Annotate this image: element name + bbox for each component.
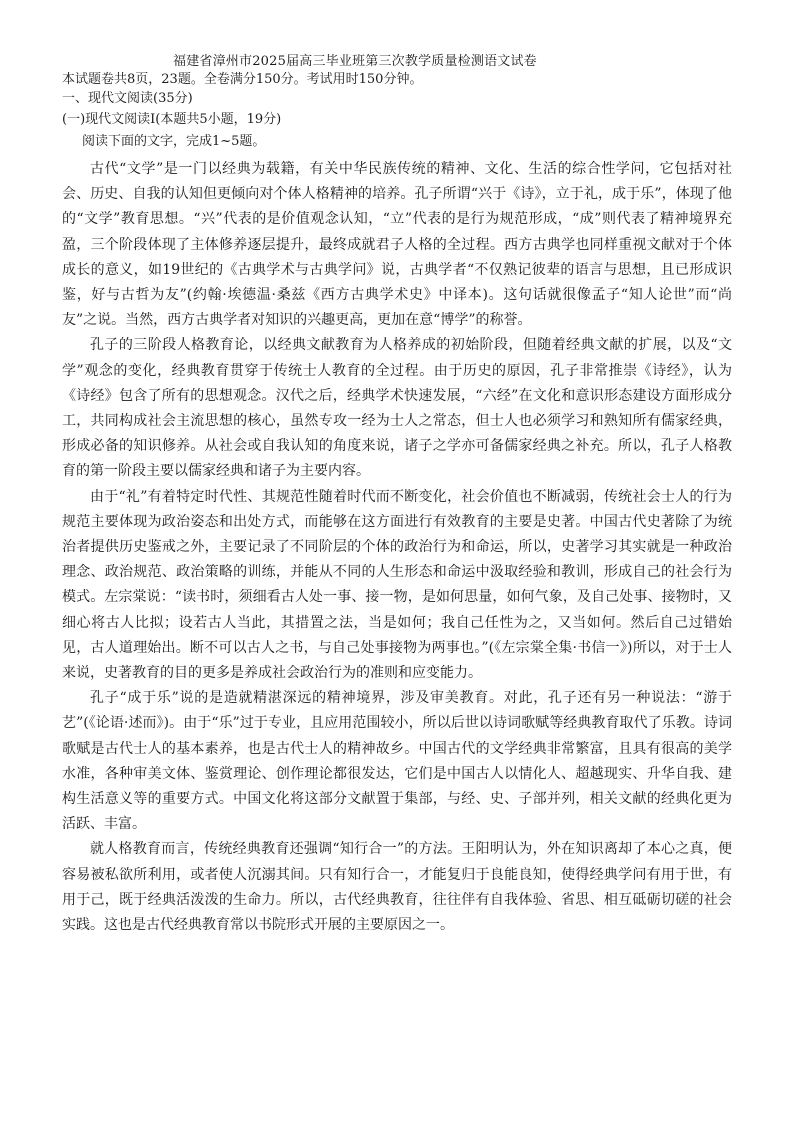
subsection-heading: (一)现代文阅读Ⅰ(本题共5小题，19分)	[62, 112, 282, 127]
passage-paragraph: 由于“礼”有着特定时代性、其规范性随着时代而不断变化，社会价值也不断减弱，传统社会士人的行为规范主要体现为政治姿态和出处方式，而能够在这方面进行有效教育的主要是史著。中国古代史著除了为统治者提供历史鉴戒之外，主要记录了不同阶层的个体的政治行为和命运，所以，史著学习其实就是一种政治理念、政治规范、政治策略的训练，并能从不同的人生形态和命运中汲取经验和教训，形成自己的社会行为模式。左宗棠说：“读书时，须细看古人处一事、接一物，是如何思量，如何气象，及自己处事、接物时，又细心将古人比拟；设若古人当此，其措置之法，当是如何；我自己任性为之，又当如何。然后自己过错始见，古人道理始出。断不可以古人之书，与自己处事接物为两事也。”(《左宗棠全集·书信一》)所以，对于士人来说，史著教育的目的更多是养成社会政治行为的准则和应变能力。	[62, 488, 732, 682]
passage-paragraph: 孔子“成于乐”说的是造就精湛深远的精神境界，涉及审美教育。对此，孔子还有另一种说法：“游于艺”(《论语·述而》)。由于“乐”过于专业，且应用范围较小，所以后世以诗词歌赋等经典教育取代了乐教。诗词歌赋是古代士人的基本素养，也是古代士人的精神故乡。中国古代的文学经典非常繁富，且具有很高的美学水准，各种审美文体、鉴赏理论、创作理论都很发达，它们是中国古人以情化人、超越现实、升华自我、建构生活意义等的重要方式。中国文化将这部分文献置于集部，与经、史、子部并列，相关文献的经典化更为活跃、丰富。	[62, 690, 732, 833]
passage-paragraph: 古代“文学”是一门以经典为载籍，有关中华民族传统的精神、文化、生活的综合性学问，它包括对社会、历史、自我的认知但更倾向对个体人格精神的培养。孔子所谓“兴于《诗》，立于礼，成于乐”，体现了他的“文学”教育思想。“兴”代表的是价值观念认知，“立”代表的是行为规范形成，“成”则代表了精神境界充盈，三个阶段体现了主体修养逐层提升，最终成就君子人格的全过程。西方古典学也同样重视文献对于个体成长的意义，如19世纪的《古典学术与古典学问》说，古典学者“不仅熟记彼辈的语言与思想，且已形成识鉴，好与古哲为友”(约翰·埃德温·桑兹《西方古典学术史》中译本)。这句话就很像孟子“知人论世”而“尚友”之说。当然，西方古典学者对知识的兴趣更高，更加在意“博学”的称誉。	[62, 161, 732, 329]
reading-instruction: 阅读下面的文字，完成1~5题。	[82, 134, 266, 149]
exam-title: 福建省漳州市2025届高三毕业班第三次教学质量检测语文试卷	[173, 54, 537, 69]
section-heading: 一、现代文阅读(35分)	[62, 91, 193, 106]
passage-paragraph: 孔子的三阶段人格教育论，以经典文献教育为人格养成的初始阶段，但随着经典文献的扩展，以及“文学”观念的变化，经典教育贯穿于传统士人教育的全过程。由于历史的原因，孔子非常推崇《诗经》，认为《诗经》包含了所有的思想观念。汉代之后，经典学术快速发展，“六经”在文化和意识形态建设方面形成分工，共同构成社会主流思想的核心，虽然专攻一经为士人之常态，但士人也必须学习和熟知所有儒家经典，形成必备的知识修养。从社会或自我认知的角度来说，诸子之学亦可备儒家经典之补充。所以，孔子人格教育的第一阶段主要以儒家经典和诸子为主要内容。	[62, 337, 732, 480]
reading-passage	[62, 157, 732, 938]
exam-info-line: 本试题卷共8页，23题。全卷满分150分。考试用时150分钟。	[62, 72, 423, 87]
passage-paragraph: 就人格教育而言，传统经典教育还强调“知行合一”的方法。王阳明认为，外在知识离却了本心之真，便容易被私欲所利用，或者使人沉溺其间。只有知行合一，才能复归于良能良知，使得经典学问有用于世，有用于己，既于经典活泼泼的生命力。所以，古代经典教育，往往伴有自我体验、省思、相互砥砺切磋的社会实践。这也是古代经典教育常以书院形式开展的主要原因之一。	[62, 841, 732, 934]
